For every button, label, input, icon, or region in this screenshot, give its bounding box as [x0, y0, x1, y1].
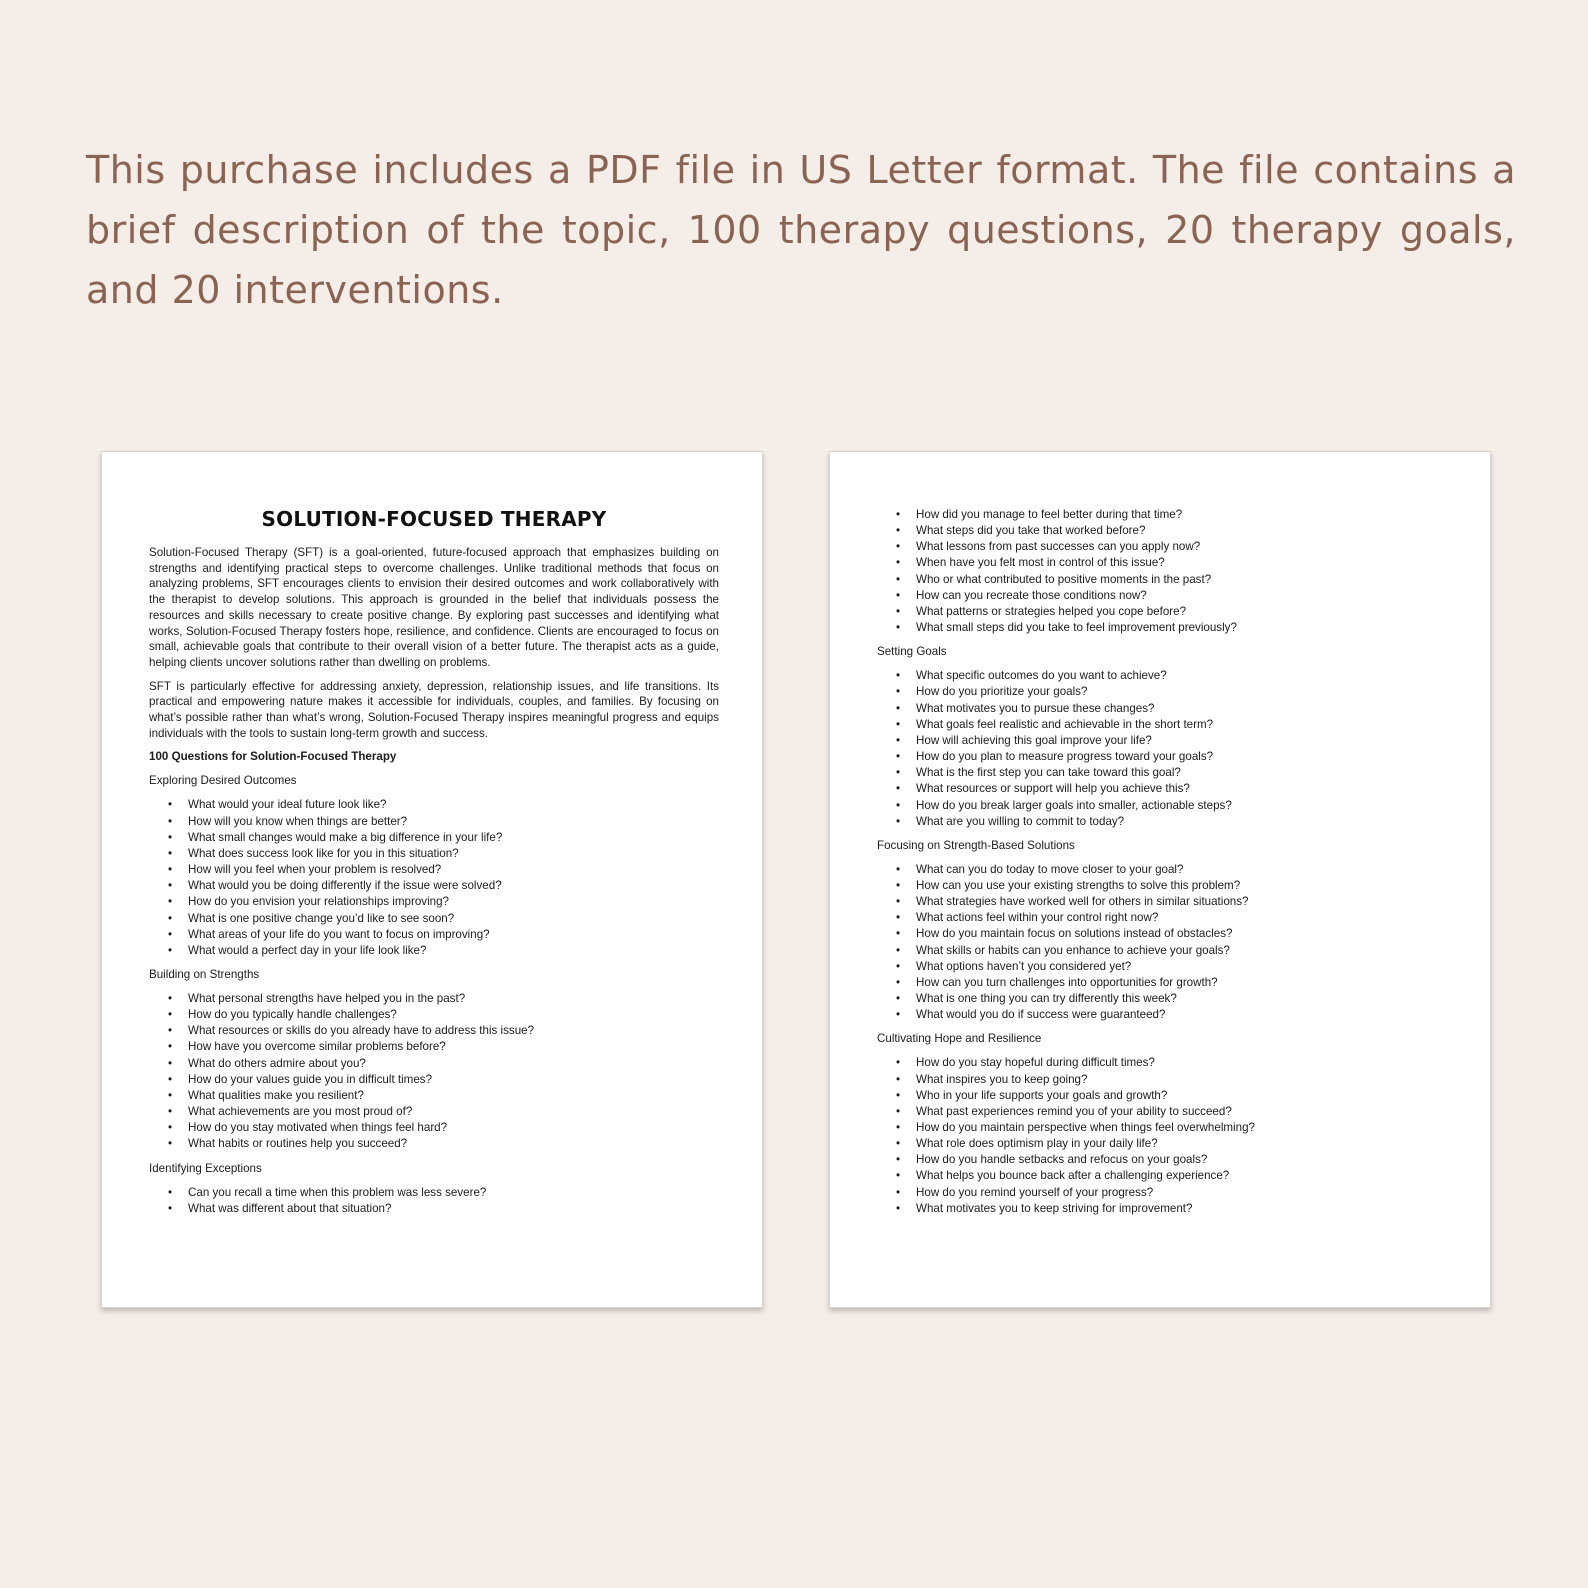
question-item: • What skills or habits can you enhance to achieve your goals?	[916, 943, 1447, 959]
intro-description: This purchase includes a PDF file in US Letter format. The file contains a brief description of the topic, 100 therapy questions, 20 therapy goals, and 20 interventions.	[86, 148, 1516, 312]
question-item: • What steps did you take that worked before?	[916, 523, 1447, 539]
page-content	[877, 507, 1447, 1225]
question-list	[149, 991, 719, 1153]
question-item: • What qualities make you resilient?	[188, 1088, 719, 1104]
question-item: • What actions feel within your control right now?	[916, 910, 1447, 926]
intro-paragraph: Solution-Focused Therapy (SFT) is a goal-oriented, future-focused approach that emphasizes building on strengths and identifying practical steps to overcome challenges. Unlike traditional methods that focus on analyzing problems, SFT encourages clients to envision their desired outcomes and work collaboratively with the therapist to develop solutions. This approach is grounded in the belief that individuals possess the resources and skills necessary to create positive change. By exploring past successes and identifying what works, Solution-Focused Therapy fosters hope, resilience, and confidence. Clients are encouraged to focus on small, achievable goals that contribute to their overall vision of a better future. The therapist acts as a guide, helping clients uncover solutions rather than dwelling on problems.	[149, 546, 719, 669]
question-item: • What goals feel realistic and achievable in the short term?	[916, 717, 1447, 733]
question-item: • What lessons from past successes can you apply now?	[916, 539, 1447, 555]
section-title: Setting Goals	[877, 645, 947, 659]
question-item: • What was different about that situation?	[188, 1201, 719, 1217]
question-item: • How can you use your existing strengths to solve this problem?	[916, 878, 1447, 894]
section-title: Cultivating Hope and Resilience	[877, 1032, 1042, 1046]
question-item: • Who in your life supports your goals and growth?	[916, 1088, 1447, 1104]
pdf-page-preview-1	[101, 451, 763, 1308]
question-item: • What motivates you to keep striving for improvement?	[916, 1201, 1447, 1217]
question-item: • What is one positive change you’d like to see soon?	[188, 911, 719, 927]
question-item: • Can you recall a time when this problem was less severe?	[188, 1185, 719, 1201]
question-item: • What would your ideal future look like?	[188, 797, 719, 813]
question-list	[877, 668, 1447, 830]
question-item: • How will you know when things are better?	[188, 814, 719, 830]
question-list	[877, 862, 1447, 1024]
question-item: • How have you overcome similar problems before?	[188, 1039, 719, 1055]
question-list	[149, 1185, 719, 1217]
question-item: • How do your values guide you in difficult times?	[188, 1072, 719, 1088]
question-item: • What is one thing you can try differently this week?	[916, 991, 1447, 1007]
question-item: • What habits or routines help you succeed?	[188, 1136, 719, 1152]
question-item: • How do you plan to measure progress toward your goals?	[916, 749, 1447, 765]
question-item: • What personal strengths have helped you in the past?	[188, 991, 719, 1007]
section-title: Identifying Exceptions	[149, 1161, 262, 1175]
question-item: • How will you feel when your problem is resolved?	[188, 862, 719, 878]
question-item: • What specific outcomes do you want to achieve?	[916, 668, 1447, 684]
question-item: • How do you handle setbacks and refocus on your goals?	[916, 1152, 1447, 1168]
question-item: • What areas of your life do you want to focus on improving?	[188, 927, 719, 943]
continued-question-list	[877, 507, 1447, 636]
question-item: • How do you prioritize your goals?	[916, 684, 1447, 700]
question-item: • How do you maintain focus on solutions instead of obstacles?	[916, 926, 1447, 942]
question-item: • What resources or support will help you achieve this?	[916, 781, 1447, 797]
question-item: • What patterns or strategies helped you cope before?	[916, 604, 1447, 620]
questions-heading: 100 Questions for Solution-Focused Therapy	[149, 750, 397, 764]
question-item: • How do you remind yourself of your progress?	[916, 1185, 1447, 1201]
question-item: • What does success look like for you in this situation?	[188, 846, 719, 862]
question-item: • What strategies have worked well for others in similar situations?	[916, 894, 1447, 910]
question-item: • How do you stay motivated when things feel hard?	[188, 1120, 719, 1136]
question-item: • What would you be doing differently if the issue were solved?	[188, 878, 719, 894]
question-item: • How do you stay hopeful during difficult times?	[916, 1055, 1447, 1071]
question-list	[877, 1055, 1447, 1217]
intro-paragraph: SFT is particularly effective for addressing anxiety, depression, relationship issues, and life transitions. Its practical and empowering nature makes it accessible for individuals, couples, and families. By focusing on what’s possible rather than what’s wrong, Solution-Focused Therapy inspires meaningful progress and equips individuals with the tools to sustain long-term growth and success.	[149, 679, 719, 740]
question-item: • What options haven’t you considered yet?	[916, 959, 1447, 975]
question-item: • How can you turn challenges into opportunities for growth?	[916, 975, 1447, 991]
question-item: • What small changes would make a big difference in your life?	[188, 830, 719, 846]
question-item: • When have you felt most in control of this issue?	[916, 555, 1447, 571]
question-item: • Who or what contributed to positive moments in the past?	[916, 572, 1447, 588]
question-sections	[877, 644, 1447, 1217]
question-item: • What would a perfect day in your life look like?	[188, 943, 719, 959]
question-item: • How do you envision your relationships improving?	[188, 894, 719, 910]
question-sections	[149, 773, 719, 1216]
document-title: SOLUTION-FOCUSED THERAPY	[261, 507, 607, 531]
question-item: • What can you do today to move closer to your goal?	[916, 862, 1447, 878]
question-item: • What helps you bounce back after a challenging experience?	[916, 1168, 1447, 1184]
question-item: • How do you maintain perspective when things feel overwhelming?	[916, 1120, 1447, 1136]
question-item: • How can you recreate those conditions now?	[916, 588, 1447, 604]
question-item: • What are you willing to commit to today?	[916, 814, 1447, 830]
question-item: • What achievements are you most proud of?	[188, 1104, 719, 1120]
question-item: • What do others admire about you?	[188, 1056, 719, 1072]
question-item: • What past experiences remind you of your ability to succeed?	[916, 1104, 1447, 1120]
question-item: • What resources or skills do you already have to address this issue?	[188, 1023, 719, 1039]
question-item: • How did you manage to feel better during that time?	[916, 507, 1447, 523]
question-item: • What is the first step you can take toward this goal?	[916, 765, 1447, 781]
question-list	[149, 797, 719, 959]
question-item: • What inspires you to keep going?	[916, 1072, 1447, 1088]
section-title: Building on Strengths	[149, 968, 260, 981]
section-title: Exploring Desired Outcomes	[149, 774, 297, 788]
question-item: • How do you break larger goals into smaller, actionable steps?	[916, 798, 1447, 814]
page-content	[149, 507, 719, 1225]
question-item: • What motivates you to pursue these changes?	[916, 701, 1447, 717]
question-item: • How will achieving this goal improve your life?	[916, 733, 1447, 749]
pdf-page-preview-2	[829, 451, 1491, 1308]
question-item: • What would you do if success were guaranteed?	[916, 1007, 1447, 1023]
section-title: Focusing on Strength-Based Solutions	[877, 838, 1075, 852]
question-item: • How do you typically handle challenges?	[188, 1007, 719, 1023]
question-item: • What small steps did you take to feel improvement previously?	[916, 620, 1447, 636]
question-item: • What role does optimism play in your daily life?	[916, 1136, 1447, 1152]
